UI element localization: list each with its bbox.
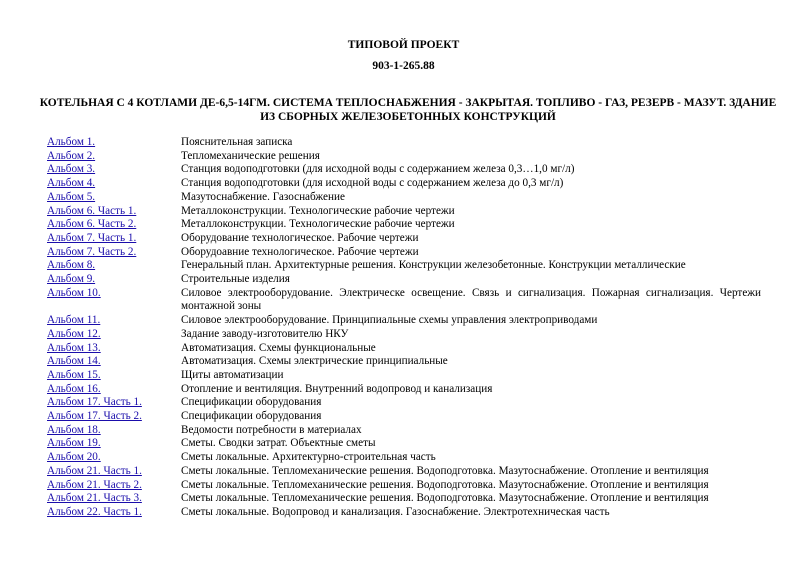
album-row [47,396,761,410]
album-description: Мазутоснабжение. Газоснабжение [181,190,345,203]
album-link[interactable]: Альбом 6. Часть 2. [47,218,137,231]
album-link[interactable]: Альбом 11. [47,314,101,327]
album-link[interactable]: Альбом 14. [47,355,101,368]
album-link[interactable]: Альбом 18. [47,423,101,436]
album-description: Пояснительная записка [181,136,293,148]
album-description: Строительные изделия [181,273,290,286]
project-subtitle: КОТЕЛЬНАЯ С 4 КОТЛАМИ ДЕ-6,5-14ГМ. СИСТЕМА ТЕПЛОСНАБЖЕНИЯ - ЗАКРЫТАЯ. ТОПЛИВО - ГАЗ, РЕЗЕРВ - МАЗУТ. ЗДАНИЕ ИЗ СБОРНЫХ ЖЕЛЕЗОБЕТОННЫХ КОНСТРУКЦИЙ [39,97,777,123]
album-description: Станция водоподготовки (для исходной воды с содержанием железа до 0,3 мг/л) [181,177,564,190]
album-row [47,287,761,314]
album-description: Силовое электрооборудование. Электрическе освещение. Связь и сигнализация. Пожарная сигнализация. Чертежи монтажной зоны [181,286,761,313]
album-link[interactable]: Альбом 8. [47,259,96,272]
album-link[interactable]: Альбом 16. [47,382,101,395]
album-description: Оборудоавние технологическое. Рабочие чертежи [181,245,419,258]
album-description: Тепломеханические решения [181,149,320,162]
album-link[interactable]: Альбом 12. [47,327,101,340]
album-description: Автоматизация. Схемы электрические принципиальные [181,355,448,368]
album-description: Сметы локальные. Тепломеханические решения. Водоподготовка. Мазутоснабжение. Отопление и вентиляция [181,492,709,505]
album-row [47,465,761,479]
album-description: Задание заводу-изготовителю НКУ [181,327,349,340]
album-description: Металлоконструкции. Технологические рабочие чертежи [181,204,455,217]
album-description: Ведомости потребности в материалах [181,423,362,436]
album-link[interactable]: Альбом 22. Часть 1. [47,505,142,518]
document-title: ТИПОВОЙ ПРОЕКТ [347,39,460,51]
album-description: Сметы локальные. Тепломеханические решения. Водоподготовка. Мазутоснабжение. Отопление и вентиляция [181,478,709,491]
album-row [47,506,761,520]
album-link[interactable]: Альбом 9. [47,273,96,286]
album-row [47,369,761,383]
album-description: Сметы. Сводки затрат. Объектные сметы [181,437,376,450]
album-link[interactable]: Альбом 6. Часть 1. [47,204,137,217]
album-link[interactable]: Альбом 2. [47,149,96,162]
album-link[interactable]: Альбом 7. Часть 1. [47,231,137,244]
album-row [47,136,761,150]
album-row [47,424,761,438]
album-description: Спецификации оборудования [181,410,322,423]
album-link[interactable]: Альбом 17. Часть 1. [47,396,142,409]
album-link[interactable]: Альбом 1. [47,136,96,148]
album-description: Станция водоподготовки (для исходной воды с содержанием железа 0,3…1,0 мг/л) [181,163,575,176]
album-description: Сметы локальные. Тепломеханические решения. Водоподготовка. Мазутоснабжение. Отопление и вентиляция [181,464,709,477]
album-description: Металлоконструкции. Технологические рабочие чертежи [181,218,455,231]
album-row [47,191,761,205]
album-row [47,328,761,342]
album-description: Щиты автоматизации [181,368,284,381]
album-link[interactable]: Альбом 15. [47,368,101,381]
album-link[interactable]: Альбом 21. Часть 1. [47,464,142,477]
album-row [47,451,761,465]
album-description: Автоматизация. Схемы функциональные [181,341,376,354]
album-row [47,314,761,328]
album-row [47,355,761,369]
album-row [47,218,761,232]
album-description: Отопление и вентиляция. Внутренний водопровод и канализация [181,382,493,395]
album-description: Оборудование технологическое. Рабочие чертежи [181,231,419,244]
album-row [47,246,761,260]
album-row [47,492,761,506]
project-code: 903-1-265.88 [372,60,435,72]
album-link[interactable]: Альбом 4. [47,177,96,190]
album-link[interactable]: Альбом 19. [47,437,101,450]
album-link[interactable]: Альбом 21. Часть 2. [47,478,142,491]
album-description: Сметы локальные. Архитектурно-строительная часть [181,451,436,464]
album-row [47,177,761,191]
album-row [47,259,761,273]
album-link[interactable]: Альбом 10. [47,286,101,299]
album-link[interactable]: Альбом 17. Часть 2. [47,410,142,423]
album-description: Генеральный план. Архитектурные решения. Конструкции железобетонные. Конструкции металлические [181,259,686,272]
album-row [47,150,761,164]
album-row [47,479,761,493]
album-row [47,383,761,397]
album-list [47,136,761,520]
album-description: Сметы локальные. Водопровод и канализация. Газоснабжение. Электротехническая часть [181,505,610,518]
album-link[interactable]: Альбом 3. [47,163,96,176]
album-link[interactable]: Альбом 7. Часть 2. [47,245,137,258]
album-row [47,205,761,219]
album-row [47,163,761,177]
album-row [47,410,761,424]
album-row [47,232,761,246]
album-row [47,437,761,451]
album-link[interactable]: Альбом 20. [47,451,101,464]
album-link[interactable]: Альбом 5. [47,190,96,203]
album-row [47,342,761,356]
album-row [47,273,761,287]
album-link[interactable]: Альбом 13. [47,341,101,354]
album-description: Силовое электрооборудование. Принципиальные схемы управления электроприводами [181,314,598,327]
album-link[interactable]: Альбом 21. Часть 3. [47,492,142,505]
album-description: Спецификации оборудования [181,396,322,409]
